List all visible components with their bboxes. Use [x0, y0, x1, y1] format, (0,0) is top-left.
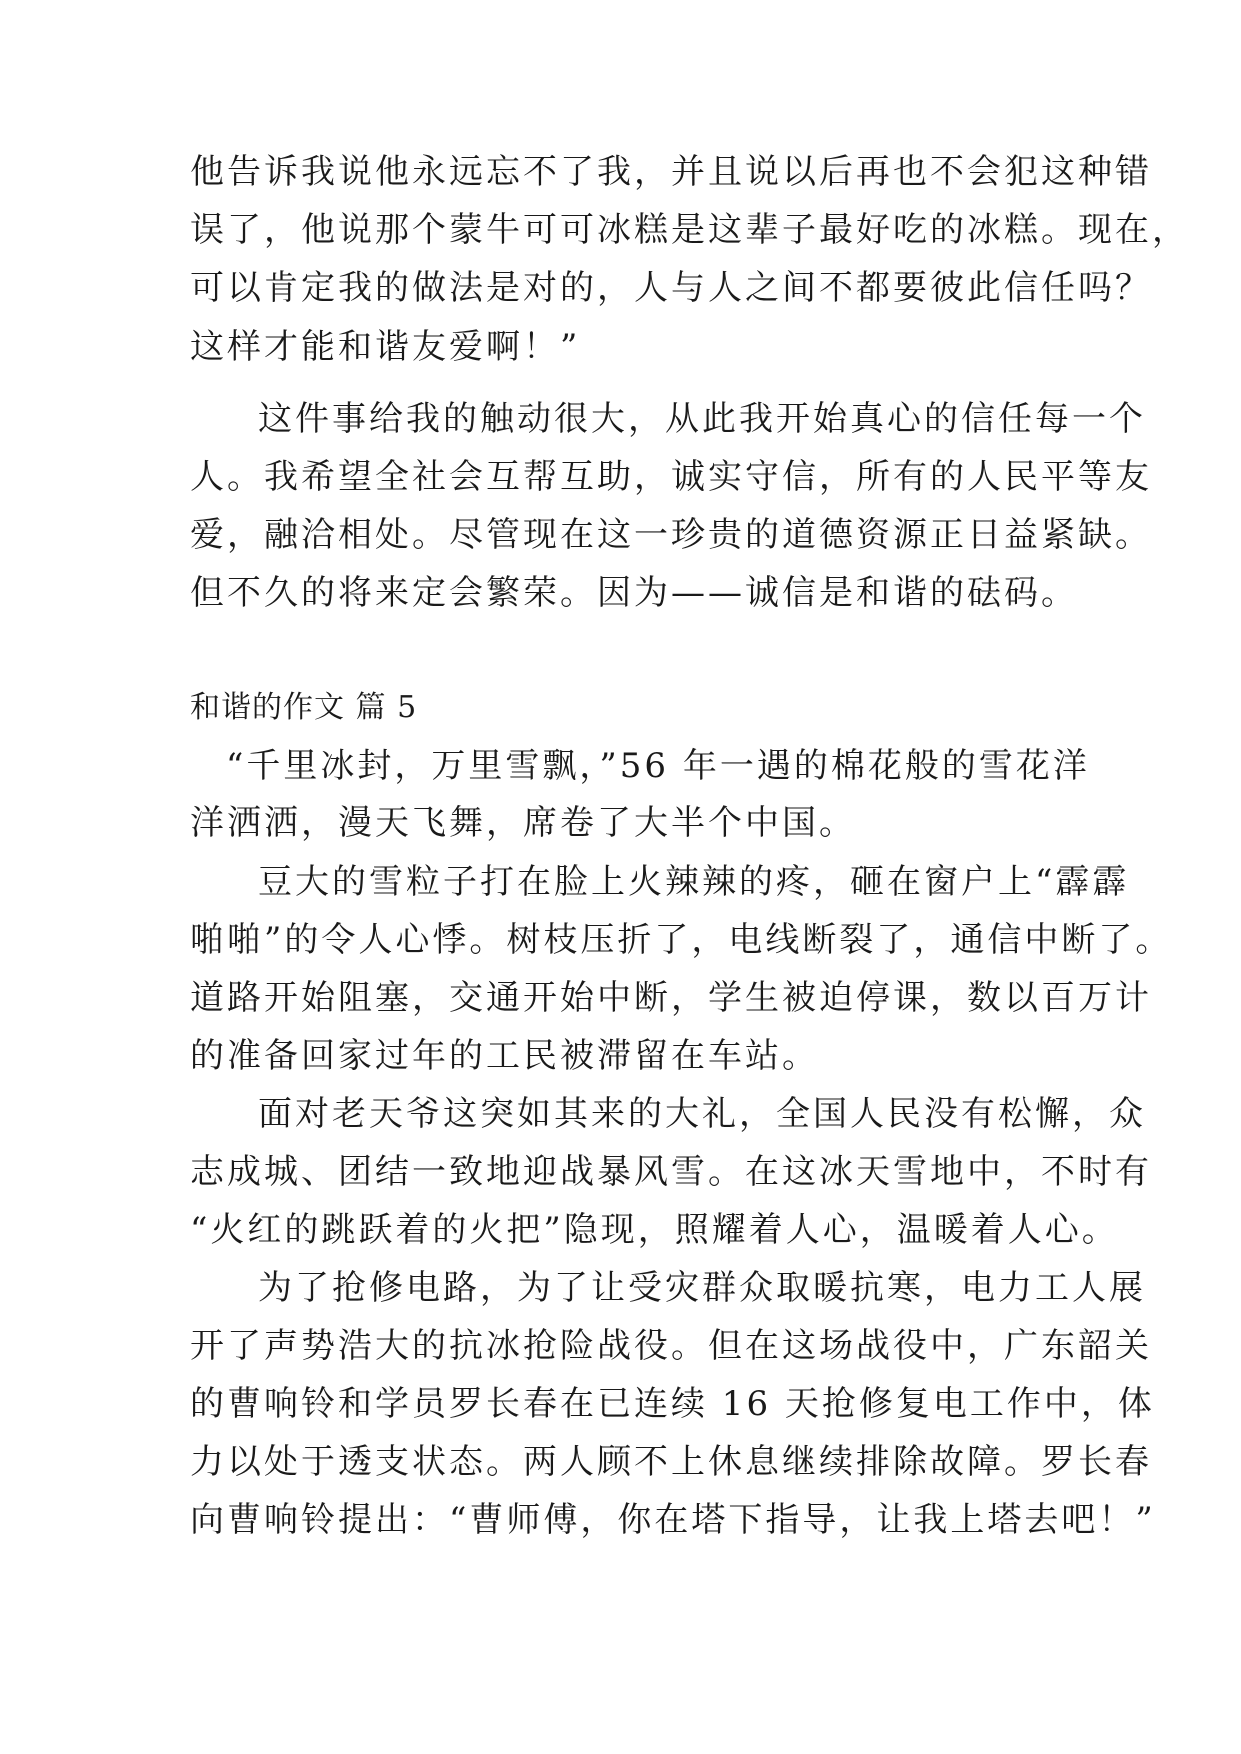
paragraph-5-line-2: 志成城、团结一致地迎战暴风雪。在这冰天雪地中，不时有: [190, 1152, 1152, 1192]
paragraph-4-line-2: 啪啪”的令人心悸。树枝压折了，电线断裂了，通信中断了。: [190, 920, 1173, 960]
paragraph-6-line-4: 力以处于透支状态。两人顾不上休息继续排除故障。罗长春: [190, 1442, 1152, 1482]
paragraph-6-line-1: 为了抢修电路，为了让受灾群众取暖抗寒，电力工人展: [258, 1268, 1146, 1308]
paragraph-3-line-2: 洋洒洒，漫天飞舞，席卷了大半个中国。: [190, 803, 856, 843]
section-heading: 和谐的作文 篇 5: [190, 690, 418, 725]
paragraph-2-line-1: 这件事给我的触动很大，从此我开始真心的信任每一个: [258, 399, 1146, 439]
paragraph-4-line-1: 豆大的雪粒子打在脸上火辣辣的疼，砸在窗户上“霹霹: [258, 862, 1130, 902]
paragraph-4-line-4: 的准备回家过年的工民被滞留在车站。: [190, 1036, 819, 1076]
paragraph-1-line-4: 这样才能和谐友爱啊！”: [190, 327, 581, 367]
paragraph-2-line-4: 但不久的将来定会繁荣。因为——诚信是和谐的砝码。: [190, 573, 1078, 613]
paragraph-6-line-2: 开了声势浩大的抗冰抢险战役。但在这场战役中，广东韶关: [190, 1326, 1152, 1366]
paragraph-6-line-3: 的曹响铃和学员罗长春在已连续 16 天抢修复电工作中，体: [190, 1384, 1155, 1424]
paragraph-5-line-1: 面对老天爷这突如其来的大礼，全国人民没有松懈，众: [258, 1094, 1146, 1134]
paragraph-4-line-3: 道路开始阻塞，交通开始中断，学生被迫停课，数以百万计: [190, 978, 1152, 1018]
paragraph-1-line-3: 可以肯定我的做法是对的，人与人之间不都要彼此信任吗？: [190, 268, 1152, 308]
paragraph-2-line-2: 人。我希望全社会互帮互助，诚实守信，所有的人民平等友: [190, 457, 1152, 497]
paragraph-1-line-2: 误了，他说那个蒙牛可可冰糕是这辈子最好吃的冰糕。现在，: [190, 210, 1189, 250]
paragraph-6-line-5: 向曹响铃提出：“曹师傅，你在塔下指导，让我上塔去吧！”: [190, 1500, 1156, 1540]
paragraph-1-line-1: 他告诉我说他永远忘不了我，并且说以后再也不会犯这种错: [190, 152, 1152, 192]
paragraph-2-line-3: 爱，融洽相处。尽管现在这一珍贵的道德资源正日益紧缺。: [190, 515, 1152, 555]
paragraph-3-line-1: “千里冰封，万里雪飘，”56 年一遇的棉花般的雪花洋: [226, 746, 1090, 786]
paragraph-5-line-3: “火红的跳跃着的火把”隐现，照耀着人心，温暖着人心。: [190, 1210, 1119, 1250]
